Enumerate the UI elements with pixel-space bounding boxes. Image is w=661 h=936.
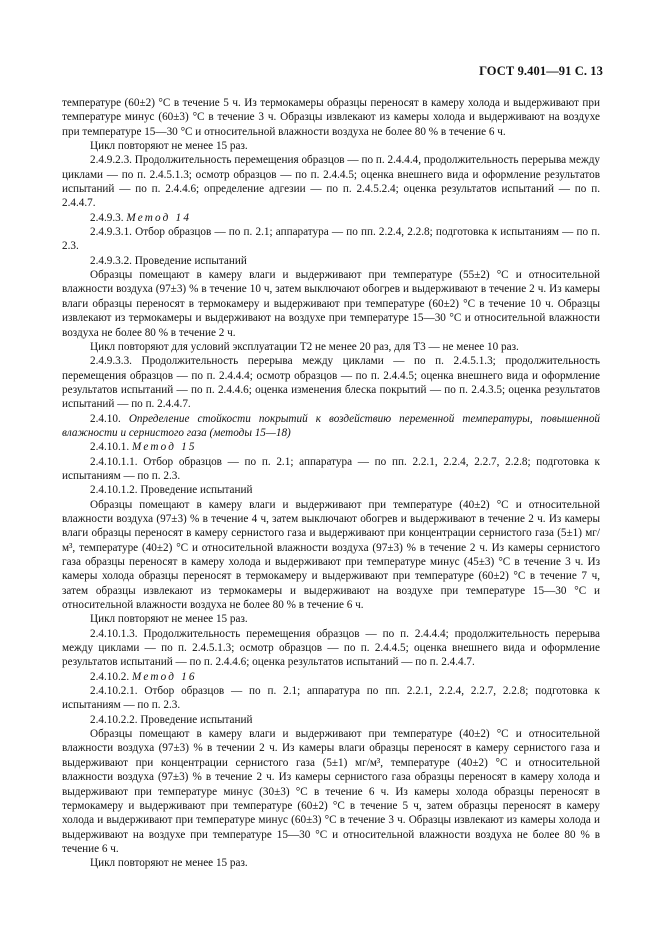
heading-number: 2.4.9.3. <box>90 211 124 224</box>
document-body <box>62 96 600 871</box>
paragraph-2-4-9-3-3: 2.4.9.3.3. Продолжительность перерыва между циклами — по п. 2.4.5.1.3; продолжительность перемещения образцов — по п. 2.4.4.4; осмотр образцов — по п. 2.4.4.5; оценка внешнего вида и оформление результатов испытаний — по п. 2.4.4.6; оценка изменения блеска покрытий — по п. 2.4.3.5; оценка результатов испытаний — по п. 2.4.4.7. <box>62 355 600 411</box>
heading-2-4-10 <box>62 412 600 441</box>
heading-title: Определение стойкости покрытий к воздействию переменной температуры, повышенной влажности и сернистого газа (методы 15—18) <box>62 412 601 439</box>
heading-number: 2.4.10.2. <box>90 670 130 683</box>
heading-number: 2.4.10.1. <box>90 441 130 454</box>
paragraph-2-4-10-2-2: 2.4.10.2.2. Проведение испытаний <box>90 713 253 726</box>
heading-method-14 <box>62 211 600 225</box>
paragraph-2-4-10-1-2: 2.4.10.1.2. Проведение испытаний <box>90 484 253 497</box>
paragraph-cycle-repeat: Цикл повторяют для условий эксплуатации Т2 не менее 20 раз, для Т3 — не менее 10 раз. <box>90 340 519 353</box>
heading-label: Метод 14 <box>126 211 192 224</box>
paragraph-test-procedure: Образцы помещают в камеру влаги и выдерживают при температуре (40±2) °С и относительной влажности воздуха (97±3) % в течении 2 ч. Из камеры влаги образцы переносят в камеру сернистого газа и выдерживают при концентрации сернистого газа (5±1) мг/м³, температуре (40±2) °С и относительной влажности воздуха (97±3) % в течение 2 ч. Из камеры сернистого газа образцы переносят в камеру холода и выдерживают при температуре минус (30±3) °С в течение 6 ч. Из камеры холода образцы переносят в термокамеру и выдерживают при температуре (60±2) °С в течение 5 ч, затем образцы переносят в камеру холода и выдерживают при температуре минус (60±3) °С в течение 3 ч. Образцы извлекают из камеры холода и выдерживают на воздухе при температуре 15—30 °С и относительной влажности воздуха не более 80 % в течение 6 ч. <box>62 728 600 855</box>
paragraph-cycle-repeat: Цикл повторяют не менее 15 раз. <box>90 140 248 153</box>
paragraph-2-4-9-3-1: 2.4.9.3.1. Отбор образцов — по п. 2.1; аппаратура — по пп. 2.2.4, 2.2.8; подготовка к испытаниям — по п. 2.3. <box>62 226 600 253</box>
page-header: ГОСТ 9.401—91 С. 13 <box>479 64 603 78</box>
paragraph-test-procedure: Образцы помещают в камеру влаги и выдерживают при температуре (40±2) °С и относительной влажности воздуха (97±3) % в течение 4 ч, затем выключают обогрев и выдерживают в течение 2 ч. Из камеры влаги образцы переносят в камеру сернистого газа и выдерживают при концентрации сернистого газа (5±1) мг/м³, температуре (40±2) °С и относительной влажности воздуха (97±3) % в течение 2 ч. Из камеры сернистого газа образцы переносят в камеру холода и выдерживают при температуре минус (45±3) °С в течение 3 ч. Из камеры холода образцы переносят в термокамеру и выдерживают при температуре (60±2) °С в течение 7 ч, затем образцы извлекают из термокамеры и выдерживают на воздухе при температуре 15—30 °С и относительной влажности воздуха не более 80 % в течение 6 ч. <box>62 498 600 612</box>
heading-method-16 <box>62 670 600 684</box>
paragraph-2-4-10-1-1: 2.4.10.1.1. Отбор образцов — по п. 2.1; аппаратура — по пп. 2.2.1, 2.2.4, 2.2.7, 2.2.8; подготовка к испытаниям — по п. 2.3. <box>62 455 600 482</box>
paragraph-test-procedure: Образцы помещают в камеру влаги и выдерживают при температуре (55±2) °С и относительной влажности воздуха (97±3) % в течение 10 ч, затем выключают обогрев и выдерживают в течение 2 ч. Из камеры влаги образцы переносят в термокамеру и выдерживают при температуре (60±2) °С в течение 10 ч. Образцы извлекают из термокамеры и выдерживают на воздухе при температуре 15—30 °С и относительной влажности воздуха не более 80 % в течение 2 ч. <box>62 269 600 339</box>
paragraph-2-4-9-3-2: 2.4.9.3.2. Проведение испытаний <box>90 254 247 267</box>
paragraph-cycle-repeat: Цикл повторяют не менее 15 раз. <box>90 613 248 626</box>
heading-method-15 <box>62 440 600 454</box>
paragraph-continuation: температуре (60±2) °С в течение 5 ч. Из термокамеры образцы переносят в камеру холода и выдерживают при температуре минус (60±3) °С в течение 3 ч. Образцы извлекают из камеры холода и выдерживают на воздухе при температуре 15—30 °С и относительной влажности воздуха не более 80 % в течение 6 ч. <box>62 97 600 138</box>
paragraph-2-4-10-1-3: 2.4.10.1.3. Продолжительность перемещения образцов — по п. 2.4.4.4; продолжительность перерыва между циклами — по п. 2.4.5.1.3; осмотр образцов — по п. 2.4.4.5; оценка внешнего вида и оформление результатов испытаний — по п. 2.4.4.6; оценка результатов испытаний — по п. 2.4.4.7. <box>62 627 600 669</box>
heading-number: 2.4.10. <box>90 412 121 425</box>
heading-label: Метод 16 <box>131 670 197 683</box>
heading-label: Метод 15 <box>131 441 197 454</box>
paragraph-2-4-9-2-3: 2.4.9.2.3. Продолжительность перемещения образцов — по п. 2.4.4.4, продолжительность перерыва между циклами — по п. 2.4.5.1.3; осмотр образцов — по п. 2.4.4.5; оценка внешнего вида и оформление результатов испытаний — по п. 2.4.4.6; определение адгезии — по п. 2.4.5.2.4; оценка результатов испытаний — по п. 2.4.4.7. <box>62 154 600 210</box>
paragraph-2-4-10-2-1: 2.4.10.2.1. Отбор образцов — по п. 2.1; аппаратура по пп. 2.2.1, 2.2.4, 2.2.7, 2.2.8; подготовка к испытаниям — по п. 2.3. <box>62 685 600 712</box>
paragraph-cycle-repeat: Цикл повторяют не менее 15 раз. <box>90 857 248 870</box>
